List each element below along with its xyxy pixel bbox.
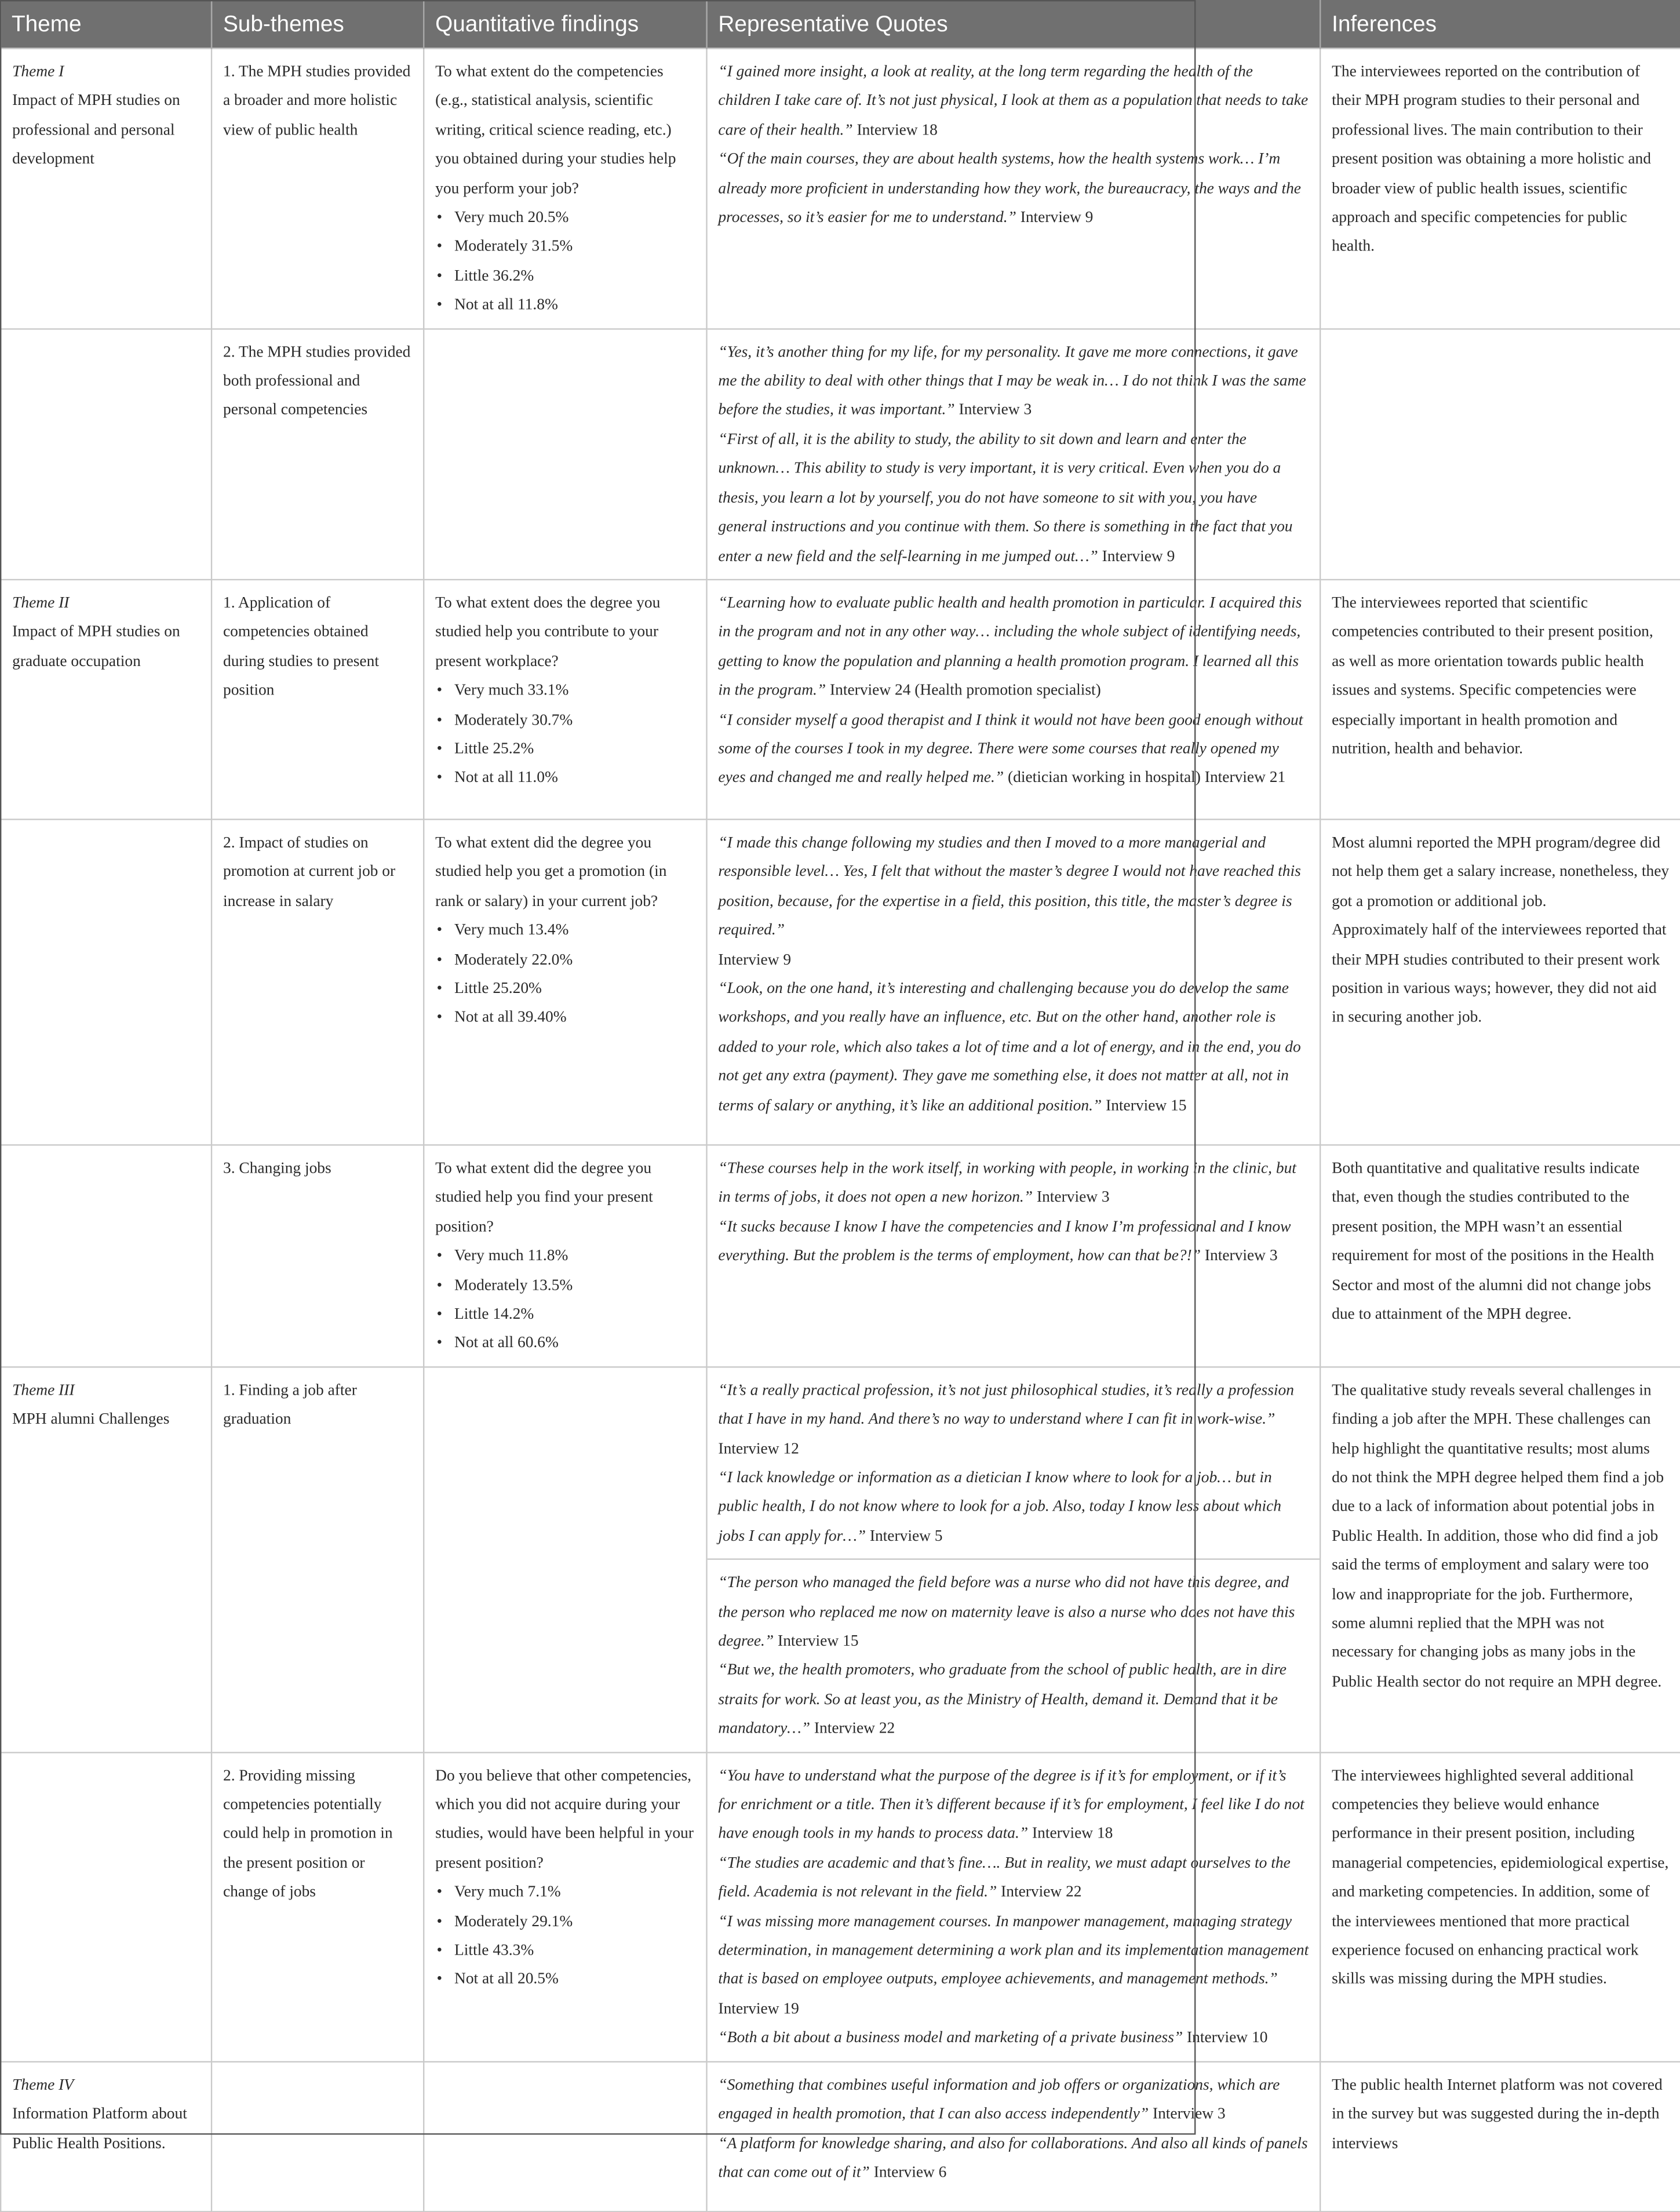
- inference-text: Most alumni reported the MPH program/degree did not help them get a salary increase, nonetheless, they got a promotion or additional job.: [1332, 834, 1670, 910]
- quote-source: (dietician working in hospital) Interview 21: [1004, 769, 1286, 787]
- inference-cell: The public health Internet platform was not covered in the survey but was suggested during the in-depth interviews: [1320, 2061, 1680, 2211]
- quote-source: Interview 19: [718, 1999, 799, 2018]
- response-item: • Moderately 30.7%: [435, 705, 695, 734]
- response-item: • Little 25.20%: [435, 974, 695, 1003]
- inference-cell: [1320, 819, 1680, 1145]
- subtheme-cell: [212, 2061, 424, 2211]
- response-item: • Little 25.2%: [435, 734, 695, 763]
- quotes-cell: [706, 1367, 1320, 1752]
- quote: “Of the main courses, they are about health systems, how the health systems work… I’m already more proficient in understanding how they work, the bureaucracy, the ways and the processes, so it’s easier for me to understand.” Interview 9: [718, 150, 1301, 227]
- theme-cell: [1, 1145, 212, 1367]
- response-item: • Moderately 22.0%: [435, 945, 695, 974]
- inference-text: Approximately half of the interviewees reported that their MPH studies contributed to their present work position in various ways; however, they did not aid in securing another job.: [1332, 921, 1667, 1027]
- quote: “Look, on the one hand, it’s interesting and challenging because you do develop the same workshops, and you really have an influence, etc. But on the other hand, another role is added to your role, which also takes a lot of time and a lot of energy, and in the end, you do not get any extra (payment). They gave me something else, it does not matter at all, not in terms of salary or anything, it’s like an additional position.” Interview 15: [718, 979, 1301, 1114]
- response-item: • Little 14.2%: [435, 1300, 695, 1329]
- response-item: • Not at all 11.0%: [435, 763, 695, 792]
- quote: “Learning how to evaluate public health and health promotion in particular. I acquired this in the program and not in any other way… including the whole subject of identifying needs, getting to know the population and planning a health promotion program. I learned all this in the program.” Interview 24 (Health promotion specialist): [718, 594, 1302, 699]
- quotes-cell: [706, 329, 1320, 580]
- quotes-cell: [706, 819, 1320, 1145]
- theme-label: Theme IV: [12, 2075, 74, 2094]
- theme-label: Theme I: [12, 63, 64, 81]
- quote: “It’s a really practical profession, it’s not just philosophical studies, it’s really a profession that I have in my hand. And there’s no way to understand where I can fit in work-wise.” Interview 12: [718, 1381, 1294, 1457]
- quotes-group: [708, 1367, 1320, 1559]
- quote: “The studies are academic and that’s fine…. But in reality, we must adapt ourselves to the field. Academia is not relevant in the field.” Interview 22: [718, 1854, 1291, 1901]
- quote-source: Interview 10: [1183, 2028, 1268, 2047]
- survey-question: To what extent did the degree you studied help you get a promotion (in rank or salary) in your current job?: [435, 834, 667, 910]
- quote: “I made this change following my studies and then I moved to a more managerial and responsible level… Yes, I felt that without the master’s degree I would not have reached this position, because, for the expertise in a field, this position, this title, the master’s degree is required.” Interview 9: [718, 834, 1301, 968]
- response-list: [435, 203, 695, 319]
- subtheme-cell: 2. Impact of studies on promotion at current job or increase in salary: [212, 819, 424, 1145]
- theme-cell: [1, 329, 212, 580]
- quote-source: Interview 3: [954, 401, 1032, 419]
- subtheme-cell: 2. The MPH studies provided both professional and personal competencies: [212, 329, 424, 580]
- quote-source: Interview 5: [865, 1526, 943, 1545]
- table-row: [1, 48, 1680, 328]
- response-item: • Little 36.2%: [435, 261, 695, 290]
- inference-cell: [1320, 329, 1680, 580]
- quote-source: Interview 3: [1200, 1246, 1278, 1265]
- quote-source: Interview 9: [1016, 208, 1094, 227]
- quotes-cell: [706, 2061, 1320, 2211]
- quantitative-cell: [424, 819, 706, 1145]
- survey-question: To what extent did the degree you studied help you find your present position?: [435, 1159, 653, 1235]
- header-row: [1, 0, 1680, 48]
- quotes-cell: [706, 1752, 1320, 2062]
- quantitative-cell: [424, 329, 706, 580]
- quotes-group: [708, 1559, 1320, 1751]
- quote: “Yes, it’s another thing for my life, for my personality. It gave me more connections, it gave me the ability to deal with other things that I may be weak in… I do not think I was the same before the studies, it was important.” Interview 3: [718, 343, 1306, 419]
- quantitative-cell: [424, 1752, 706, 2062]
- quantitative-cell: [424, 1367, 706, 1752]
- response-item: • Not at all 60.6%: [435, 1329, 695, 1358]
- quote-source: Interview 3: [1033, 1188, 1110, 1206]
- subtheme-cell: 1. The MPH studies provided a broader and more holistic view of public health: [212, 48, 424, 328]
- quote-source: Interview 15: [774, 1632, 859, 1650]
- theme-title: Impact of MPH studies on professional and personal development: [12, 92, 180, 168]
- quote: “Both a bit about a business model and marketing of a private business” Interview 10: [718, 2028, 1268, 2047]
- quote-source: Interview 12: [718, 1439, 799, 1457]
- theme-title: MPH alumni Challenges: [12, 1410, 170, 1428]
- theme-label: Theme II: [12, 594, 70, 612]
- quote: “But we, the health promoters, who graduate from the school of public health, are in dire straits for work. So at least you, as the Ministry of Health, demand it. Demand that it be mandatory…” Interview 22: [718, 1661, 1287, 1737]
- quotes-cell: [706, 48, 1320, 328]
- theme-label: Theme III: [12, 1381, 75, 1399]
- response-item: • Moderately 29.1%: [435, 1907, 695, 1935]
- response-item: • Not at all 20.5%: [435, 1965, 695, 1994]
- quote: “These courses help in the work itself, in working with people, in working in the clinic, but in terms of jobs, it does not open a new horizon.” Interview 3: [718, 1159, 1296, 1206]
- subtheme-cell: 3. Changing jobs: [212, 1145, 424, 1367]
- response-item: • Not at all 39.40%: [435, 1003, 695, 1032]
- quote: “I consider myself a good therapist and I think it would not have been good enough without some of the courses I took in my degree. There were some courses that really opened my eyes and changed me and really helped me.” (dietician working in hospital) Interview 21: [718, 710, 1303, 787]
- theme-cell: [1, 2061, 212, 2211]
- header-quantitative: Quantitative findings: [424, 0, 706, 48]
- inference-cell: The interviewees reported on the contribution of their MPH program studies to their personal and professional lives. The main contribution to their present position was obtaining a more holistic and broader view of public health issues, scientific approach and specific competencies for public health.: [1320, 48, 1680, 328]
- quote-source: Interview 22: [810, 1719, 895, 1737]
- inference-cell: The qualitative study reveals several challenges in finding a job after the MPH. These challenges can help highlight the quantitative results; most alums do not think the MPH degree helped them find a job due to a lack of information about potential jobs in Public Health. In addition, those who did find a job said the terms of employment and salary were too low and inappropriate for the job. Furthermore, some alumni replied that the MPH was not necessary for changing jobs as many jobs in the Public Health sector do not require an MPH degree.: [1320, 1367, 1680, 1752]
- quote: “I lack knowledge or information as a dietician I know where to look for a job… but in public health, I do not know where to look for a job. Also, today I know less about which jobs I can apply for…” Interview 5: [718, 1468, 1282, 1545]
- response-list: [435, 676, 695, 792]
- quote-source: Interview 18: [1028, 1824, 1113, 1843]
- quote-source: Interview 3: [1149, 2105, 1226, 2123]
- quote: “I gained more insight, a look at reality, at the long term regarding the health of the children I take care of. It’s not just physical, I look at them as a population that needs to take care of their health.” Interview 18: [718, 63, 1309, 139]
- quantitative-cell: [424, 2061, 706, 2211]
- survey-question: Do you believe that other competencies, which you did not acquire during your studies, would have been helpful in your present position?: [435, 1766, 694, 1872]
- quote: “It sucks because I know I have the competencies and I know I’m professional and I know everything. But the problem is the terms of employment, how can that be?!” Interview 3: [718, 1217, 1291, 1265]
- header-subthemes: Sub-themes: [212, 0, 424, 48]
- response-item: • Moderately 31.5%: [435, 232, 695, 261]
- header-quotes: Representative Quotes: [706, 0, 1320, 48]
- subtheme-cell: 1. Application of competencies obtained during studies to present position: [212, 580, 424, 820]
- quote-source: Interview 18: [852, 121, 938, 139]
- response-item: • Very much 20.5%: [435, 203, 695, 232]
- inference-cell: The interviewees highlighted several additional competencies they believe would enhance performance in their present position, including managerial competencies, epidemiological expertise, and marketing competencies. In addition, some of the interviewees mentioned that more practical experience focused on enhancing practical work skills was missing during the MPH studies.: [1320, 1752, 1680, 2062]
- table-row: [1, 329, 1680, 580]
- response-list: [435, 916, 695, 1032]
- table-row: [1, 1367, 1680, 1752]
- quantitative-cell: [424, 580, 706, 820]
- inference-cell: Both quantitative and qualitative results indicate that, even though the studies contributed to the present position, the MPH wasn’t an essential requirement for most of the positions in the Health Sector and most of the alumni did not change jobs due to attainment of the MPH degree.: [1320, 1145, 1680, 1367]
- theme-cell: [1, 819, 212, 1145]
- response-item: • Moderately 13.5%: [435, 1271, 695, 1300]
- header-theme: Theme: [1, 0, 212, 48]
- response-item: • Very much 7.1%: [435, 1878, 695, 1907]
- theme-cell: [1, 1367, 212, 1752]
- quotes-cell: [706, 1145, 1320, 1367]
- quantitative-cell: [424, 1145, 706, 1367]
- response-item: • Very much 11.8%: [435, 1241, 695, 1270]
- table-row: [1, 819, 1680, 1145]
- quote: “A platform for knowledge sharing, and also for collaborations. And also all kinds of panels that can come out of it” Interview 6: [718, 2134, 1308, 2181]
- response-item: • Not at all 11.8%: [435, 290, 695, 319]
- response-list: [435, 1878, 695, 1994]
- quote: “The person who managed the field before was a nurse who did not have this degree, and the person who replaced me now on maternity leave is also a nurse who does not have this degree.” Interview 15: [718, 1573, 1295, 1650]
- quote: “I was missing more management courses. In manpower management, managing strategy determination, in management determining a work plan and its implementation management that is based on employee outputs, employee achievements, and management methods.” Interview 19: [718, 1912, 1309, 2018]
- quote-source: Interview 6: [869, 2163, 947, 2181]
- table-row: [1, 1145, 1680, 1367]
- quote-source: Interview 22: [997, 1883, 1082, 1901]
- quote-source: Interview 15: [1102, 1096, 1187, 1114]
- quote: “Something that combines useful information and job offers or organizations, which are engaged in health promotion, that I can also access independently” Interview 3: [718, 2075, 1280, 2123]
- quantitative-cell: [424, 48, 706, 328]
- table-row: [1, 1752, 1680, 2062]
- quote: “First of all, it is the ability to study, the ability to sit down and learn and enter the unknown… This ability to study is very important, it is very critical. Even when you do a thesis, you learn a lot by yourself, you do not have someone to sit with you, you have general instructions and you continue with them. So there is something in the fact that you enter a new field and the self-learning in me jumped out…” Interview 9: [718, 430, 1293, 565]
- table-row: [1, 580, 1680, 820]
- theme-cell: [1, 580, 212, 820]
- table-row: [1, 2061, 1680, 2211]
- response-item: • Very much 13.4%: [435, 916, 695, 945]
- quote-source: Interview 9: [1098, 547, 1175, 565]
- subtheme-cell: 1. Finding a job after graduation: [212, 1367, 424, 1752]
- response-item: • Little 43.3%: [435, 1936, 695, 1965]
- theme-cell: [1, 1752, 212, 2062]
- header-inferences: Inferences: [1320, 0, 1680, 48]
- theme-title: Impact of MPH studies on graduate occupation: [12, 623, 180, 670]
- quote: “You have to understand what the purpose of the degree is if it’s for employment, or if it’s for enrichment or a title. Then it’s different because if it’s for employment, I feel like I do not have enough tools in my hands to process data.” Interview 18: [718, 1766, 1304, 1843]
- subtheme-cell: 2. Providing missing competencies potentially could help in promotion in the present position or change of jobs: [212, 1752, 424, 2062]
- theme-title: Information Platform about Public Health Positions.: [12, 2105, 187, 2152]
- theme-cell: [1, 48, 212, 328]
- response-list: [435, 1241, 695, 1358]
- quote-source: Interview 9: [718, 950, 792, 968]
- survey-question: To what extent do the competencies (e.g., statistical analysis, scientific writing, critical science reading, etc.) you obtained during your studies help you perform your job?: [435, 63, 676, 197]
- quotes-cell: [706, 580, 1320, 820]
- inference-cell: The interviewees reported that scientific competencies contributed to their present position, as well as more orientation towards public health issues and systems. Specific competencies were especially important in health promotion and nutrition, health and behavior.: [1320, 580, 1680, 820]
- survey-question: To what extent does the degree you studied help you contribute to your present workplace?: [435, 594, 661, 670]
- response-item: • Very much 33.1%: [435, 676, 695, 705]
- quote-source: Interview 24 (Health promotion specialist): [826, 681, 1101, 699]
